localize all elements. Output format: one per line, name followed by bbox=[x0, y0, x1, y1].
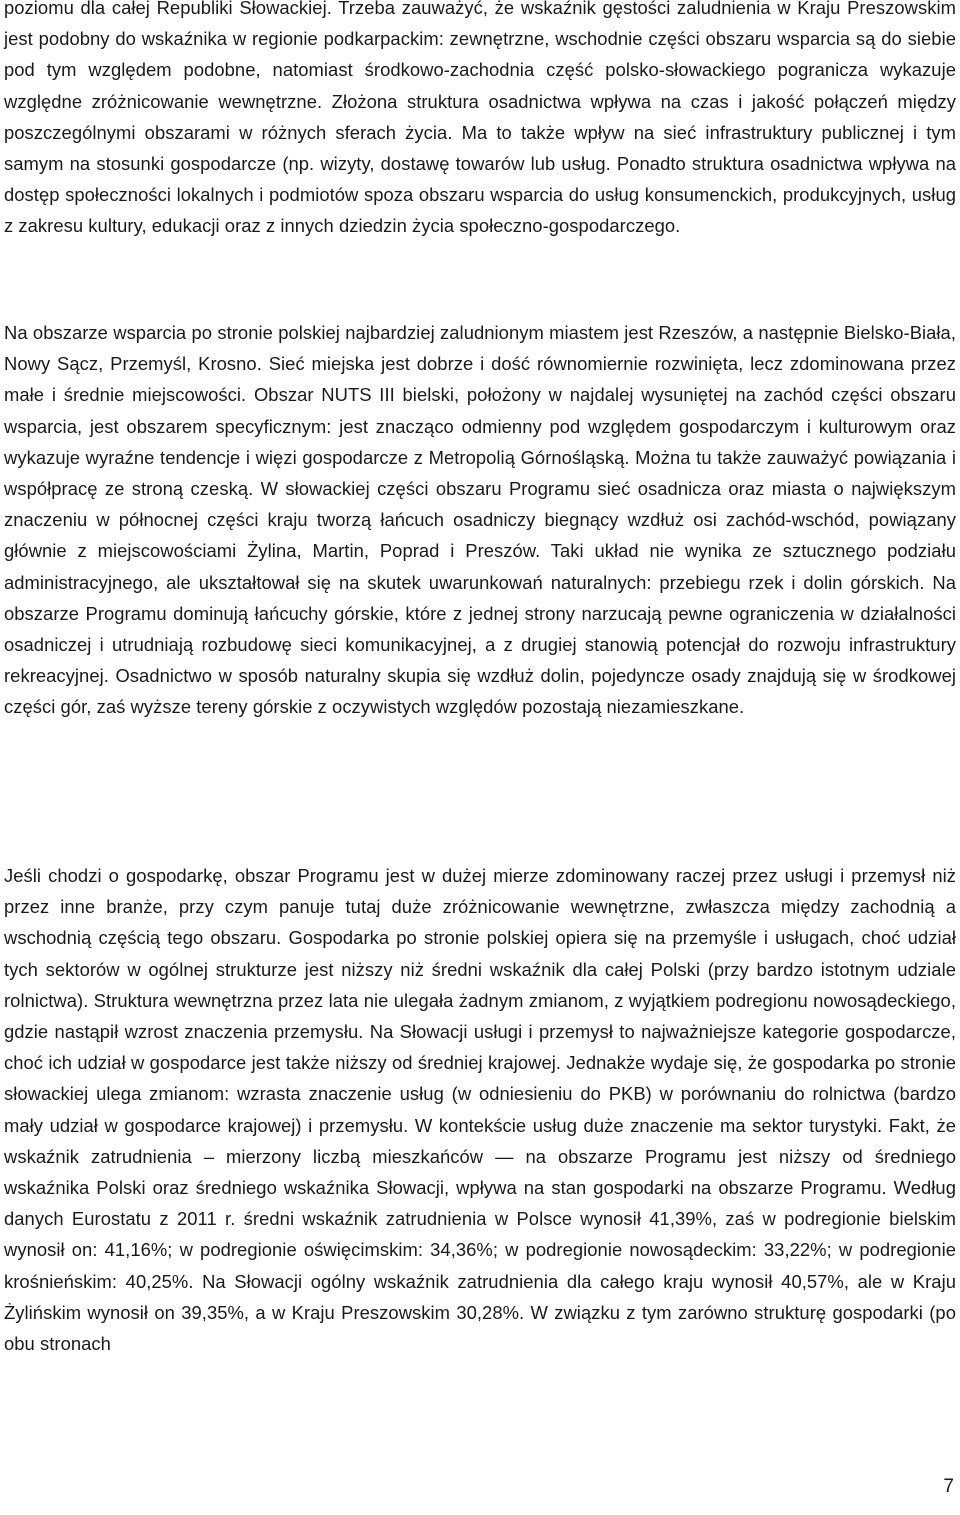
paragraph-economy: Jeśli chodzi o gospodarkę, obszar Programu jest w dużej mierze zdominowany raczej przez usługi i przemysł niż przez inne branże, przy czym panuje tutaj duże zróżnicowanie wewnętrzne, zwłaszcza między zachodnią a wschodnią częścią tego obszaru. Gospodarka po stronie polskiej opiera się na przemyśle i usługach, choć udział tych sektorów w ogólnej strukturze jest niższy niż średni wskaźnik dla całej Polski (przy bardzo istotnym udziale rolnictwa). Struktura wewnętrzna przez lata nie ulegała żadnym zmianom, z wyjątkiem podregionu nowosądeckiego, gdzie nastąpił wzrost znaczenia przemysłu. Na Słowacji usługi i przemysł to najważniejsze kategorie gospodarcze, choć ich udział w gospodarce jest także niższy od średniej krajowej. Jednakże wydaje się, że gospodarka po stronie słowackiej ulega zmianom: wzrasta znaczenie usług (w odniesieniu do PKB) w porównaniu do rolnictwa (bardzo mały udział w gospodarce krajowej) i przemysłu. W kontekście usług duże znaczenie ma sektor turystyki. Fakt, że wskaźnik zatrudnienia – mierzony liczbą mieszkańców — na obszarze Programu jest niższy od średniego wskaźnika Polski oraz średniego wskaźnika Słowacji, wpływa na stan gospodarki na obszarze Programu. Według danych Eurostatu z 2011 r. średni wskaźnik zatrudnienia w Polsce wynosił 41,39%, zaś w podregionie bielskim wynosił on: 41,16%; w podregionie oświęcimskim: 34,36%; w podregionie nowosądeckim: 33,22%; w podregionie krośnieńskim: 40,25%. Na Słowacji ogólny wskaźnik zatrudnienia dla całego kraju wynosił 40,57%, ale w Kraju Żylińskim wynosił on 39,35%, a w Kraju Preszowskim 30,28%. W związku z tym zarówno strukturę gospodarki (po obu stronach bbox=[4, 865, 956, 1355]
page-number: 7 bbox=[943, 1476, 954, 1497]
paragraph-settlement-density: poziomu dla całej Republiki Słowackiej. Trzeba zauważyć, że wskaźnik gęstości zaludnienia w Kraju Preszowskim jest podobny do wskaźnika w regionie podkarpackim: zewnętrzne, wschodnie części obszaru wsparcia są do siebie pod tym względem podobne, natomiast środkowo-zachodnia część polsko-słowackiego pogranicza wykazuje względne zróżnicowanie wewnętrzne. Złożona struktura osadnictwa wpływa na czas i jakość połączeń między poszczególnymi obszarami w różnych sferach życia. Ma to także wpływ na sieć infrastruktury publicznej i tym samym na stosunki gospodarcze (np. wizyty, dostawę towarów lub usług. Ponadto struktura osadnictwa wpływa na dostęp społeczności lokalnych i podmiotów spoza obszaru wsparcia do usług konsumenckich, produkcyjnych, usług z zakresu kultury, edukacji oraz z innych dziedzin życia społeczno-gospodarczego. bbox=[4, 0, 956, 237]
paragraph-urban-network: Na obszarze wsparcia po stronie polskiej najbardziej zaludnionym miastem jest Rzeszów, a następnie Bielsko-Biała, Nowy Sącz, Przemyśl, Krosno. Sieć miejska jest dobrze i dość równomiernie rozwinięta, lecz zdominowana przez małe i średnie miejscowości. Obszar NUTS III bielski, położony w najdalej wysuniętej na zachód części obszaru wsparcia, jest obszarem specyficznym: jest znacząco odmienny pod względem gospodarczym i kulturowym oraz wykazuje wyraźne tendencje i więzi gospodarcze z Metropolią Górnośląską. Można tu także zauważyć powiązania i współpracę ze stroną czeską. W słowackiej części obszaru Programu sieć osadnicza oraz miasta o największym znaczeniu w północnej części kraju tworzą łańcuch osadniczy biegnący wzdłuż osi zachód-wschód, powiązany głównie z miejscowościami Żylina, Martin, Poprad i Preszów. Taki układ nie wynika ze sztucznego podziału administracyjnego, ale ukształtował się na skutek uwarunkowań naturalnych: przebiegu rzek i dolin górskich. Na obszarze Programu dominują łańcuchy górskie, które z jednej strony narzucają pewne ograniczenia w działalności osadniczej i utrudniają rozbudowę sieci komunikacyjnej, a z drugiej stanowią potencjał do rozwoju infrastruktury rekreacyjnej. Osadnictwo w sposób naturalny skupia się wzdłuż dolin, pojedyncze osady znajdują się w środkowej części gór, zaś wyższe tereny górskie z oczywistych względów pozostają niezamieszkane. bbox=[4, 322, 956, 718]
